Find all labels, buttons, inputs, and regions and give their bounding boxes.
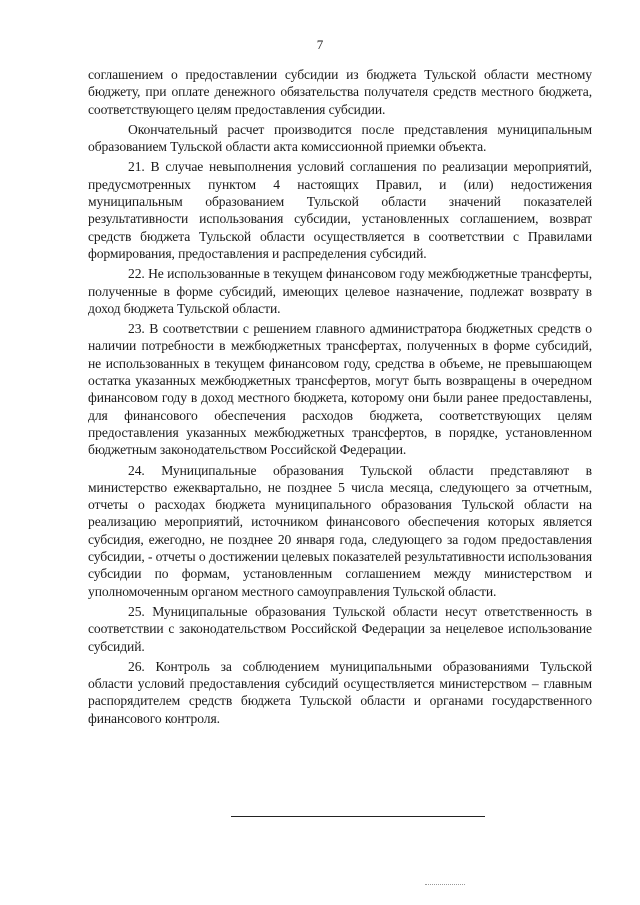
paragraph-23: 23. В соответствии с решением главного администратора бюджетных средств о наличии потребности в межбюджетных трансфертах, полученных в форме субсидий, не использованных в текущем финансовом году, средства в объеме, не превышающем остатка указанных межбюджетных трансфертов, могут быть возвращены в очередном финансовом году в доход местного бюджета, которому они были ранее предоставлены, для финансового обеспечения расходов бюджета, соответствующих целям предоставления указанных межбюджетных трансфертов, в порядке, установленном бюджетным законодательством Российской Федерации. [88,321,592,458]
footer-mark [425,884,465,885]
document-body [88,66,592,730]
paragraph-22: 22. Не использованные в текущем финансовом году межбюджетные трансферты, полученные в форме субсидий, имеющих целевое назначение, подлежат возврату в доход бюджета Тульской области. [88,266,592,316]
end-separator-line [231,816,485,817]
paragraph-26: 26. Контроль за соблюдением муниципальными образованиями Тульской области условий предоставления субсидий осуществляется министерством – главным распорядителем средств бюджета Тульской области и органами государственного финансового контроля. [88,658,592,726]
paragraph-continuation: соглашением о предоставлении субсидии из бюджета Тульской области местному бюджету, при оплате денежного обязательства получателя средств местного бюджета, соответствующего целям предоставления субсидии. [88,67,592,117]
paragraph-final-settlement: Окончательный расчет производится после представления муниципальным образованием Тульской области акта комиссионной приемки объекта. [88,121,592,155]
page-number: 7 [316,37,324,52]
paragraph-21: 21. В случае невыполнения условий соглашения по реализации мероприятий, предусмотренных пунктом 4 настоящих Правил, и (или) недостижения муниципальным образованием Тульской области значений показателей результативности использования субсидии, установленных соглашением, возврат средств бюджета Тульской области осуществляется в соответствии с Правилами формирования, предоставления и распределения субсидий. [88,159,592,261]
paragraph-24: 24. Муниципальные образования Тульской области представляют в министерство ежеквартально, не позднее 5 числа месяца, следующего за отчетным, отчеты о расходах бюджета муниципального образования Тульской области на реализацию мероприятий, источником финансового обеспечения которых является субсидия, ежегодно, не позднее 20 января года, следующего за годом предоставления субсидии, - отчеты о достижении целевых показателей результативности использования субсидии по формам, установленным соглашением между министерством и уполномоченным органом местного самоуправления Тульской области. [88,462,593,599]
paragraph-25: 25. Муниципальные образования Тульской области несут ответственность в соответствии с законодательством Российской Федерации за нецелевое использование субсидий. [88,603,592,654]
